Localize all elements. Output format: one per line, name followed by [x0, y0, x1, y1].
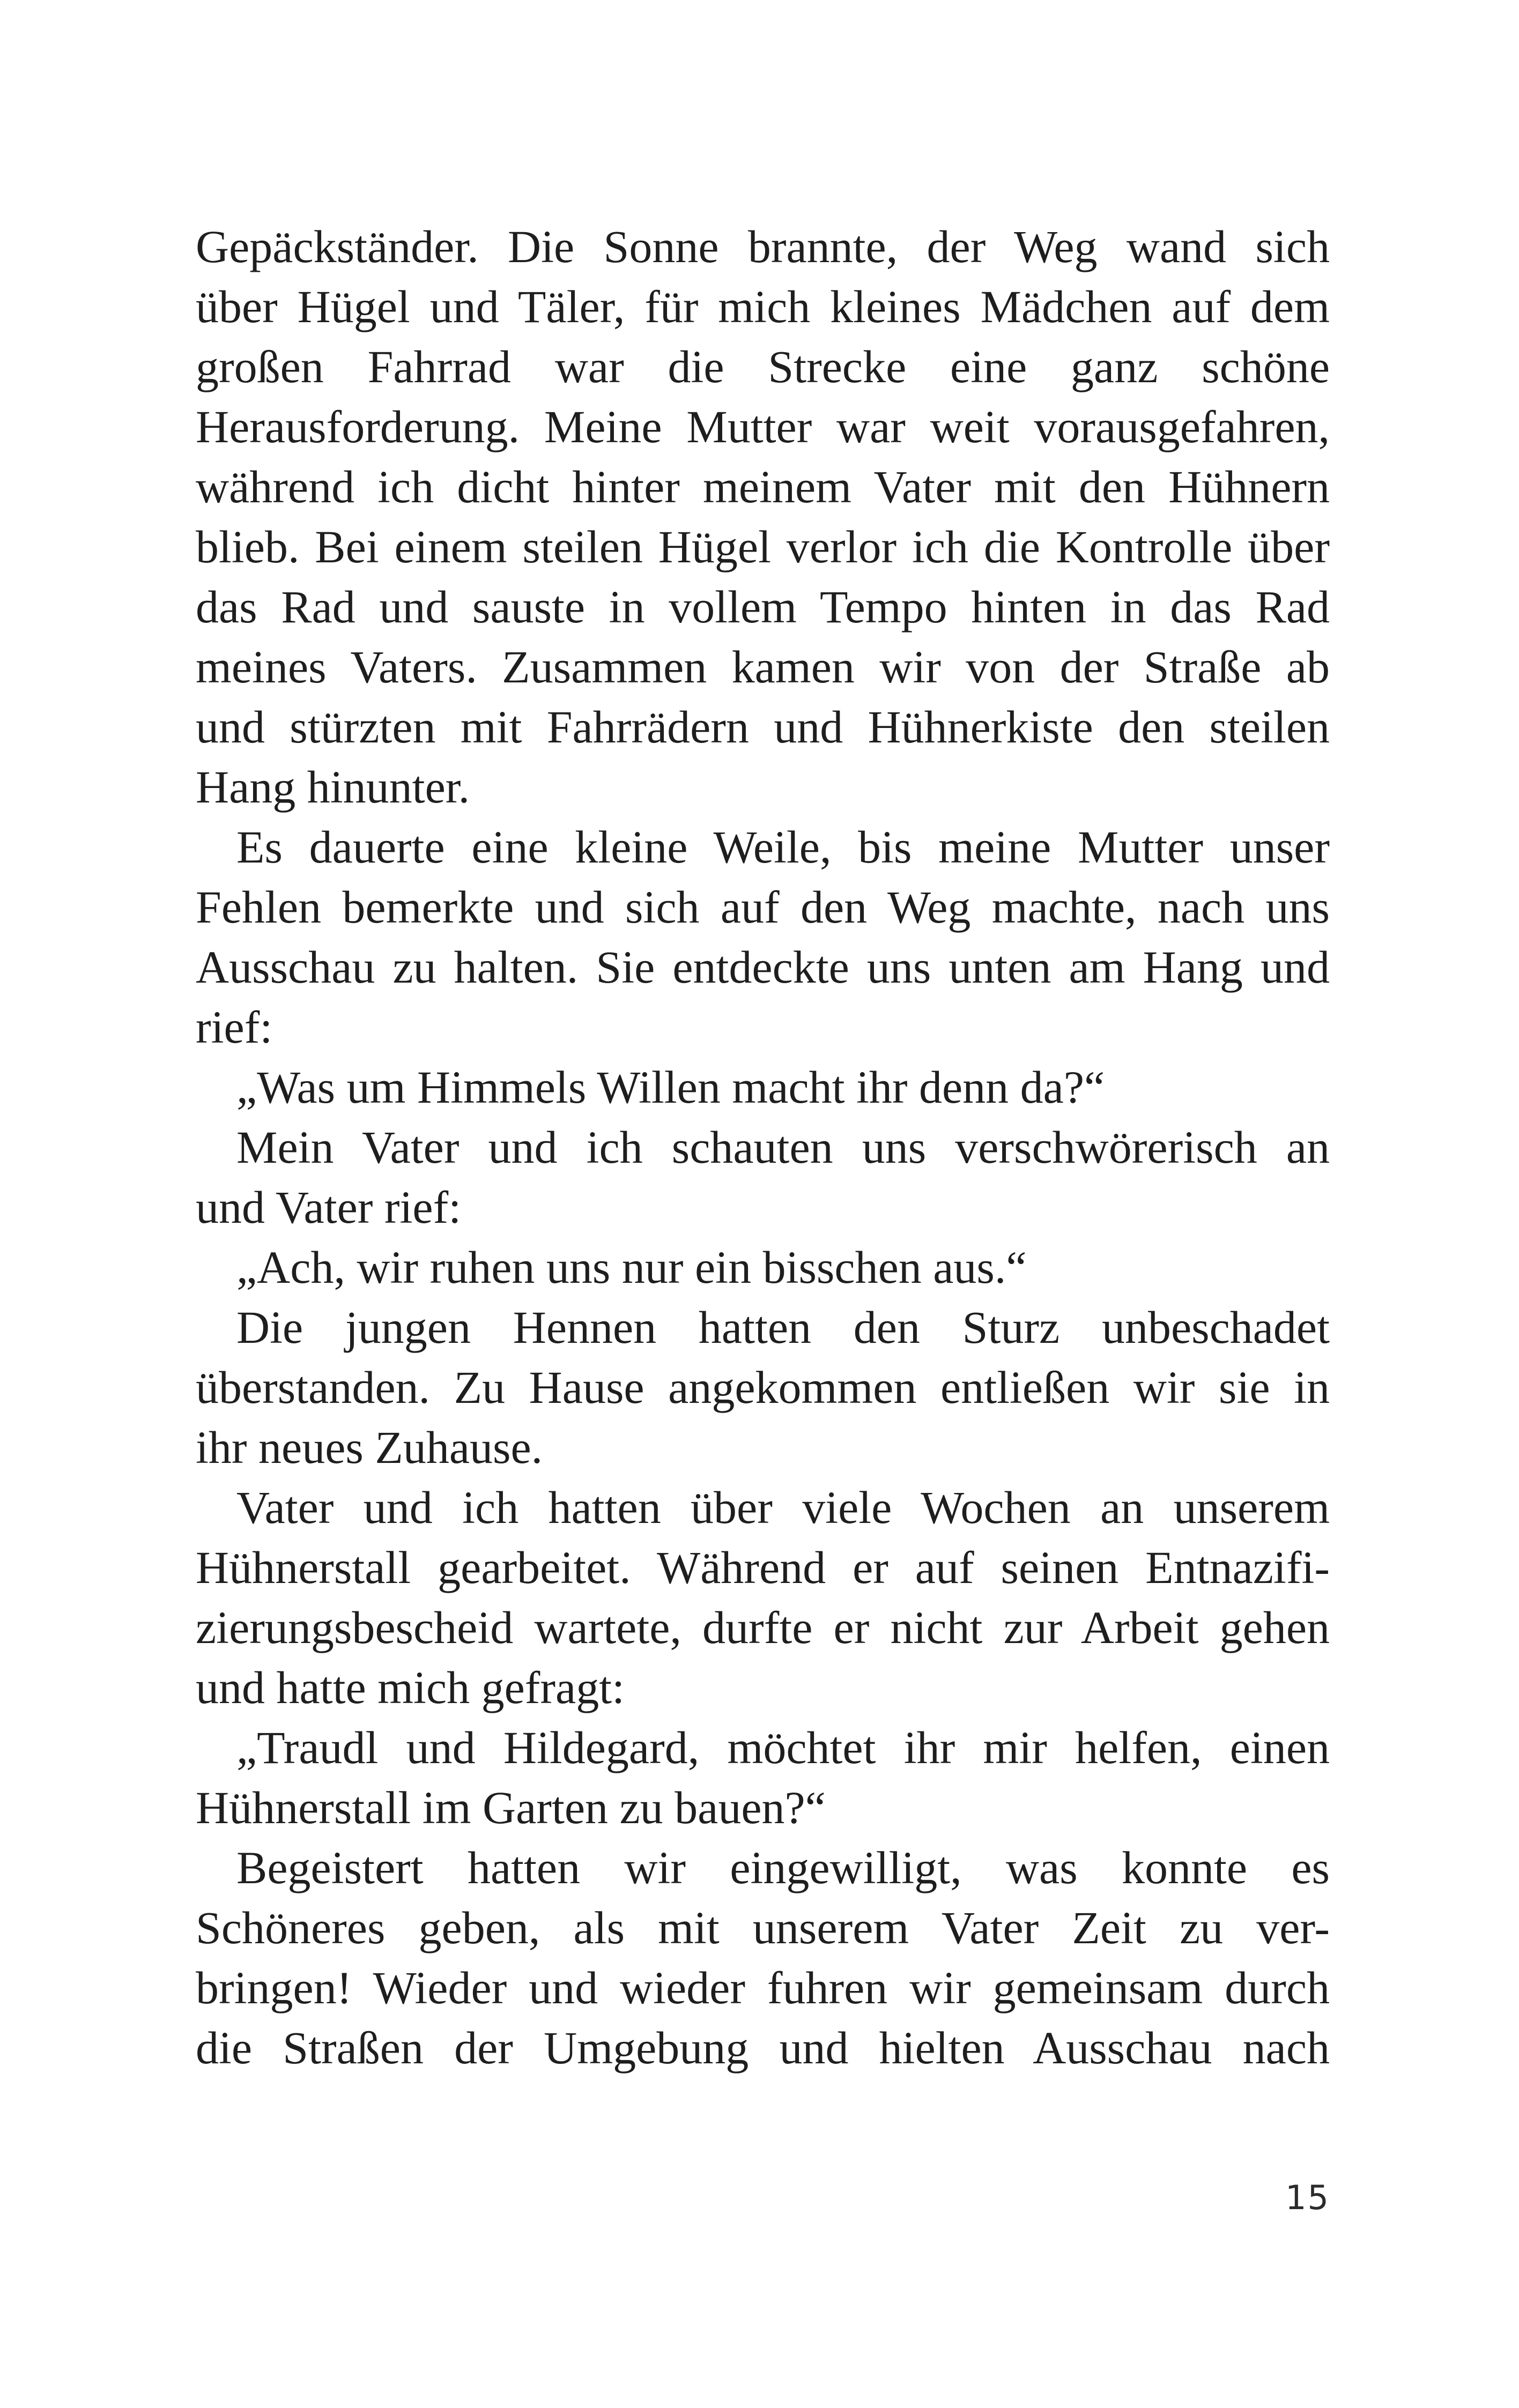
text-line: Gepäckständer. Die Sonne brannte, der Weg wand sich: [196, 221, 1330, 272]
text-line: blieb. Bei einem steilen Hügel verlor ich die Kontrolle über: [196, 521, 1330, 573]
text-line: rief:: [196, 1001, 273, 1053]
text-line: Mein Vater und ich schauten uns verschwörerisch an: [236, 1121, 1330, 1173]
text-line: „Ach, wir ruhen uns nur ein bisschen aus.“: [236, 1242, 1027, 1293]
text-line: ihr neues Zuhause.: [196, 1422, 543, 1473]
text-line: während ich dicht hinter meinem Vater mit den Hühnern: [196, 461, 1330, 512]
text-line: bringen! Wieder und wieder fuhren wir gemeinsam durch: [196, 1962, 1330, 2013]
text-line: „Was um Himmels Willen macht ihr denn da?“: [236, 1061, 1105, 1113]
text-line: die Straßen der Umgebung und hielten Ausschau nach: [196, 2022, 1330, 2073]
text-line: Schöneres geben, als mit unserem Vater Zeit zu ver-: [196, 1902, 1330, 1953]
text-line: Fehlen bemerkte und sich auf den Weg machte, nach uns: [196, 881, 1330, 933]
text-line: Vater und ich hatten über viele Wochen an unserem: [236, 1482, 1330, 1533]
text-line: Die jungen Hennen hatten den Sturz unbeschadet: [236, 1302, 1330, 1353]
text-line: Herausforderung. Meine Mutter war weit vorausgefahren,: [196, 401, 1330, 452]
text-line: über Hügel und Täler, für mich kleines Mädchen auf dem: [196, 281, 1330, 332]
text-line: Hühnerstall im Garten zu bauen?“: [196, 1782, 826, 1833]
body-text: [196, 217, 1330, 2078]
text-line: Begeistert hatten wir eingewilligt, was konnte es: [236, 1842, 1330, 1893]
text-line: überstanden. Zu Hause angekommen entließen wir sie in: [196, 1362, 1330, 1413]
text-line: und Vater rief:: [196, 1181, 462, 1233]
text-line: Es dauerte eine kleine Weile, bis meine Mutter unser: [236, 821, 1330, 873]
text-line: Hühnerstall gearbeitet. Während er auf seinen Entnazifi-: [196, 1542, 1330, 1593]
text-line: zierungsbescheid wartete, durfte er nicht zur Arbeit gehen: [196, 1602, 1330, 1653]
text-line: Hang hinunter.: [196, 761, 470, 813]
text-line: und stürzten mit Fahrrädern und Hühnerkiste den steilen: [196, 701, 1330, 753]
text-line: das Rad und sauste in vollem Tempo hinten in das Rad: [196, 581, 1330, 633]
text-line: Ausschau zu halten. Sie entdeckte uns unten am Hang und: [196, 941, 1330, 993]
text-line: und hatte mich gefragt:: [196, 1662, 625, 1713]
text-line: meines Vaters. Zusammen kamen wir von der Straße ab: [196, 641, 1330, 693]
page-number: 15: [1285, 2178, 1330, 2217]
text-line: großen Fahrrad war die Strecke eine ganz schöne: [196, 341, 1330, 392]
text-line: „Traudl und Hildegard, möchtet ihr mir helfen, einen: [236, 1722, 1330, 1773]
